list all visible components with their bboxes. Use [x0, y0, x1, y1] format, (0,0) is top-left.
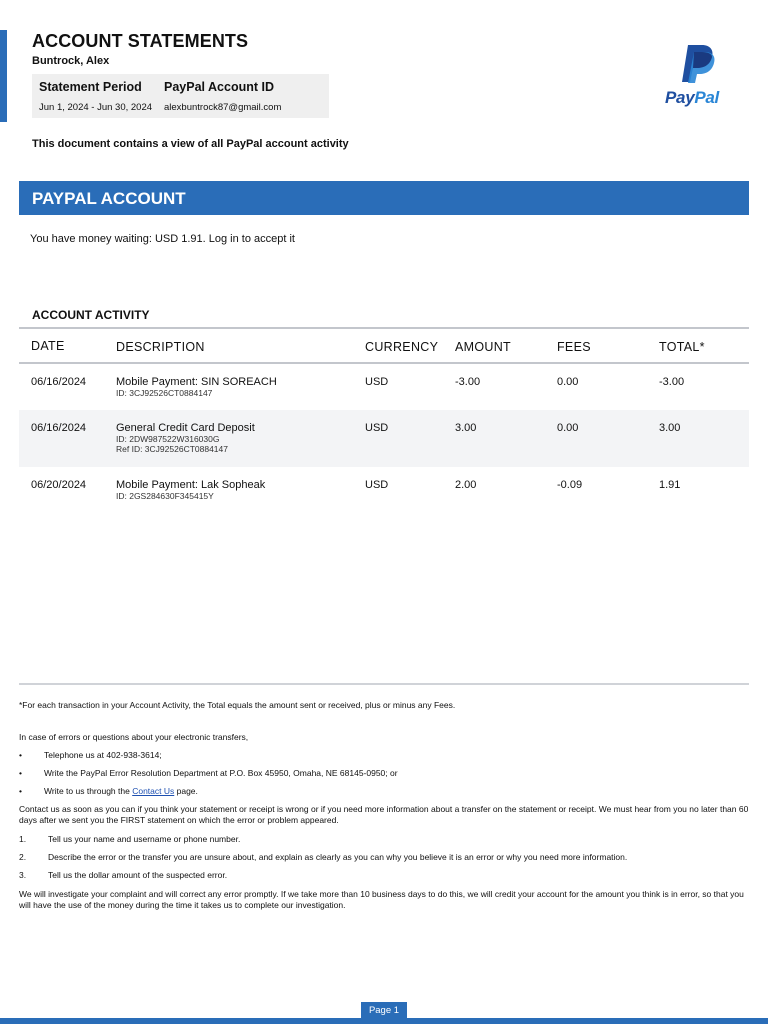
bullet-mark: • — [19, 786, 22, 796]
money-waiting-notice: You have money waiting: USD 1.91. Log in to accept it — [30, 233, 295, 245]
bullet-mark: • — [19, 750, 22, 760]
row-transaction-id: ID: 2GS284630F345415Y — [116, 491, 214, 501]
account-holder-name: Buntrock, Alex — [32, 55, 110, 67]
step-number: 2. — [19, 852, 27, 862]
step-number: 1. — [19, 834, 27, 844]
row-fees: 0.00 — [557, 422, 579, 434]
row-transaction-id: ID: 3CJ92526CT0884147 — [116, 388, 213, 398]
page-number: Page 1 — [361, 1002, 407, 1020]
investigate-paragraph: We will investigate your complaint and will correct any error promptly. If we take more than 10 business days to do this, we will credit your account for the amount you think is in error, so that you will have the use of the money during the time it takes us to complete our investigation. — [19, 889, 744, 910]
logo-pay: Pay — [665, 88, 695, 107]
row-description — [116, 479, 356, 501]
row-date: 06/20/2024 — [31, 479, 87, 491]
account-id-label: PayPal Account ID — [164, 80, 274, 94]
intro-text: This document contains a view of all PayPal account activity — [32, 138, 349, 150]
row-total: 1.91 — [659, 479, 681, 491]
row-currency: USD — [365, 479, 389, 491]
table-header — [19, 327, 749, 364]
row-description — [116, 422, 356, 454]
logo-pal: Pal — [694, 88, 719, 107]
row-description-main: Mobile Payment: SIN SOREACH — [116, 376, 277, 388]
row-transaction-id: ID: 2DW987522W316030G — [116, 434, 220, 444]
row-date: 06/16/2024 — [31, 376, 87, 388]
row-date: 06/16/2024 — [31, 422, 87, 434]
column-header-fees: FEES — [557, 340, 591, 354]
column-header-description: DESCRIPTION — [116, 340, 205, 354]
section-title: PAYPAL ACCOUNT — [32, 189, 186, 208]
paypal-account-section-header — [19, 181, 749, 215]
activity-table — [19, 327, 749, 513]
step-text: Describe the error or the transfer you are unsure about, and explain as clearly as you can why you believe it is an error or why you need more information. — [48, 852, 628, 862]
table-row — [19, 364, 749, 410]
row-fees: 0.00 — [557, 376, 579, 388]
paypal-mark-icon — [679, 44, 717, 84]
errors-intro: In case of errors or questions about your electronic transfers, — [19, 732, 249, 742]
table-row — [19, 467, 749, 513]
row-description-main: Mobile Payment: Lak Sopheak — [116, 479, 266, 491]
contact-paragraph: Contact us as soon as you can if you think your statement or receipt is wrong or if you need more information about a transfer on the statement or receipt. We must hear from you no later than 60 days after we sent you the FIRST statement on which the error or problem appeared. — [19, 804, 749, 825]
paypal-logo — [662, 44, 734, 110]
contact-item-suffix: page. — [174, 786, 198, 796]
row-reference-id: Ref ID: 3CJ92526CT0884147 — [116, 444, 228, 454]
step-text: Tell us the dollar amount of the suspected error. — [48, 870, 228, 880]
column-header-total: TOTAL* — [659, 340, 705, 354]
statement-info-box — [32, 74, 329, 118]
bullet-mark: • — [19, 768, 22, 778]
telephone-item: Telephone us at 402-938-3614; — [44, 750, 162, 760]
contact-item — [44, 786, 198, 797]
row-amount: 2.00 — [455, 479, 477, 491]
row-currency: USD — [365, 376, 389, 388]
row-fees: -0.09 — [557, 479, 583, 491]
row-total: -3.00 — [659, 376, 685, 388]
paypal-wordmark — [665, 88, 719, 108]
row-description — [116, 376, 356, 398]
footer-divider — [19, 683, 749, 685]
step-number: 3. — [19, 870, 27, 880]
column-header-currency: CURRENCY — [365, 340, 439, 354]
row-total: 3.00 — [659, 422, 681, 434]
statement-period-value: Jun 1, 2024 - Jun 30, 2024 — [39, 102, 153, 113]
total-footnote: *For each transaction in your Account Activity, the Total equals the amount sent or received, plus or minus any Fees. — [19, 700, 456, 710]
row-currency: USD — [365, 422, 389, 434]
statement-period-label: Statement Period — [39, 80, 142, 94]
account-activity-title: ACCOUNT ACTIVITY — [32, 308, 150, 322]
contact-item-prefix: Write to us through the — [44, 786, 133, 796]
mail-item: Write the PayPal Error Resolution Department at P.O. Box 45950, Omaha, NE 68145-0950; or — [44, 768, 398, 778]
step-text: Tell us your name and username or phone number. — [48, 834, 241, 844]
left-accent-bar — [0, 30, 7, 122]
contact-us-link[interactable]: Contact Us — [132, 786, 175, 796]
column-header-amount: AMOUNT — [455, 340, 511, 354]
account-id-value: alexbuntrock87@gmail.com — [164, 102, 282, 113]
row-amount: -3.00 — [455, 376, 481, 388]
column-header-date: DATE — [31, 339, 65, 353]
row-amount: 3.00 — [455, 422, 477, 434]
table-row — [19, 410, 749, 467]
page-title: ACCOUNT STATEMENTS — [32, 31, 249, 51]
row-description-main: General Credit Card Deposit — [116, 422, 255, 434]
